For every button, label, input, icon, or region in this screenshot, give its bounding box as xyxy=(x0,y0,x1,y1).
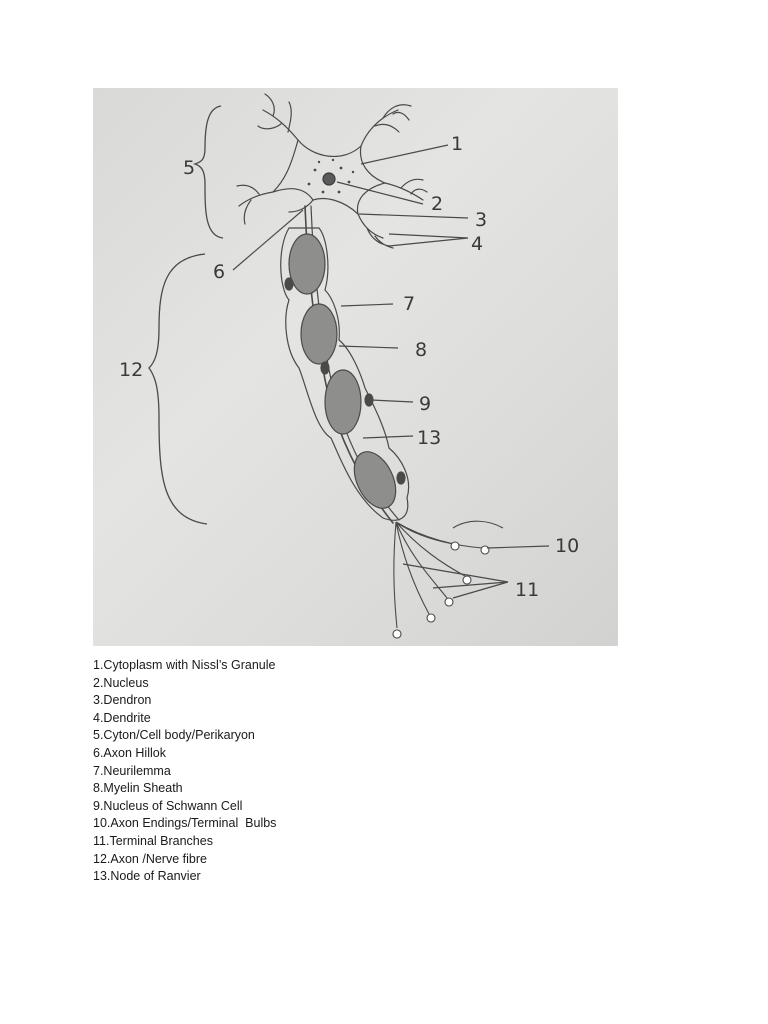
legend-item: 3.Dendron xyxy=(93,693,152,708)
myelin-segment xyxy=(301,304,337,364)
pointer-8 xyxy=(339,346,398,348)
legend-list xyxy=(93,657,276,886)
diagram-label-10: 10 xyxy=(555,535,580,557)
terminal-bulb xyxy=(451,542,459,550)
myelin-segment xyxy=(289,234,325,294)
neuron-drawing xyxy=(93,88,618,646)
diagram-label-13: 13 xyxy=(417,427,442,449)
legend-item: 7.Neurilemma xyxy=(93,763,171,778)
dendrite xyxy=(361,105,411,146)
dendrite xyxy=(385,179,427,200)
legend-item: 9.Nucleus of Schwann Cell xyxy=(93,798,243,813)
terminal-bulb xyxy=(463,576,471,584)
myelin-segment xyxy=(325,370,361,434)
myelin-segment xyxy=(346,445,404,515)
pointer-13 xyxy=(363,436,413,438)
diagram-label-5: 5 xyxy=(183,157,196,179)
terminal-bulb xyxy=(445,598,453,606)
diagram-labels xyxy=(119,133,579,601)
pointer-7 xyxy=(341,304,393,306)
pointer-3 xyxy=(359,214,468,218)
pointer-9 xyxy=(371,400,413,402)
nucleus xyxy=(323,173,335,185)
legend-item: 13.Node of Ranvier xyxy=(93,869,201,884)
brace-5 xyxy=(195,106,223,238)
schwann-nucleus xyxy=(397,472,405,484)
neuron-diagram-photo xyxy=(93,88,618,646)
dendrite xyxy=(258,94,298,140)
legend-item: 1.Cytoplasm with Nissl’s Granule xyxy=(93,658,276,672)
legend-item: 12.Axon /Nerve fibre xyxy=(93,851,207,866)
diagram-label-3: 3 xyxy=(475,209,488,231)
dendrite xyxy=(237,185,273,224)
dendrite xyxy=(289,200,313,212)
terminal-bulb xyxy=(481,546,489,554)
diagram-label-2: 2 xyxy=(431,193,444,215)
terminal-bulb xyxy=(427,614,435,622)
diagram-label-4: 4 xyxy=(471,233,484,255)
legend-item: 2.Nucleus xyxy=(93,675,149,690)
brace-12 xyxy=(149,254,207,524)
pointer-1 xyxy=(361,145,448,164)
pointer-4 xyxy=(389,234,468,246)
legend-item: 5.Cyton/Cell body/Perikaryon xyxy=(93,728,255,743)
legend-item: 4.Dendrite xyxy=(93,710,151,725)
diagram-label-8: 8 xyxy=(415,339,428,361)
pointer-10 xyxy=(487,546,549,548)
diagram-label-9: 9 xyxy=(419,393,432,415)
legend-item: 11.Terminal Branches xyxy=(93,833,213,848)
schwann-nucleus xyxy=(321,362,329,374)
diagram-label-12: 12 xyxy=(119,359,144,381)
schwann-nucleus xyxy=(285,278,293,290)
diagram-label-1: 1 xyxy=(451,133,464,155)
legend-item: 10.Axon Endings/Terminal Bulbs xyxy=(93,816,277,831)
legend-item: 8.Myelin Sheath xyxy=(93,781,183,796)
dendrite xyxy=(358,214,393,248)
diagram-label-7: 7 xyxy=(403,293,416,315)
terminal-bulb xyxy=(393,630,401,638)
diagram-label-11: 11 xyxy=(515,579,540,601)
diagram-label-6: 6 xyxy=(213,261,226,283)
node-of-ranvier-label-marker xyxy=(453,521,503,528)
legend-item: 6.Axon Hillok xyxy=(93,745,166,760)
